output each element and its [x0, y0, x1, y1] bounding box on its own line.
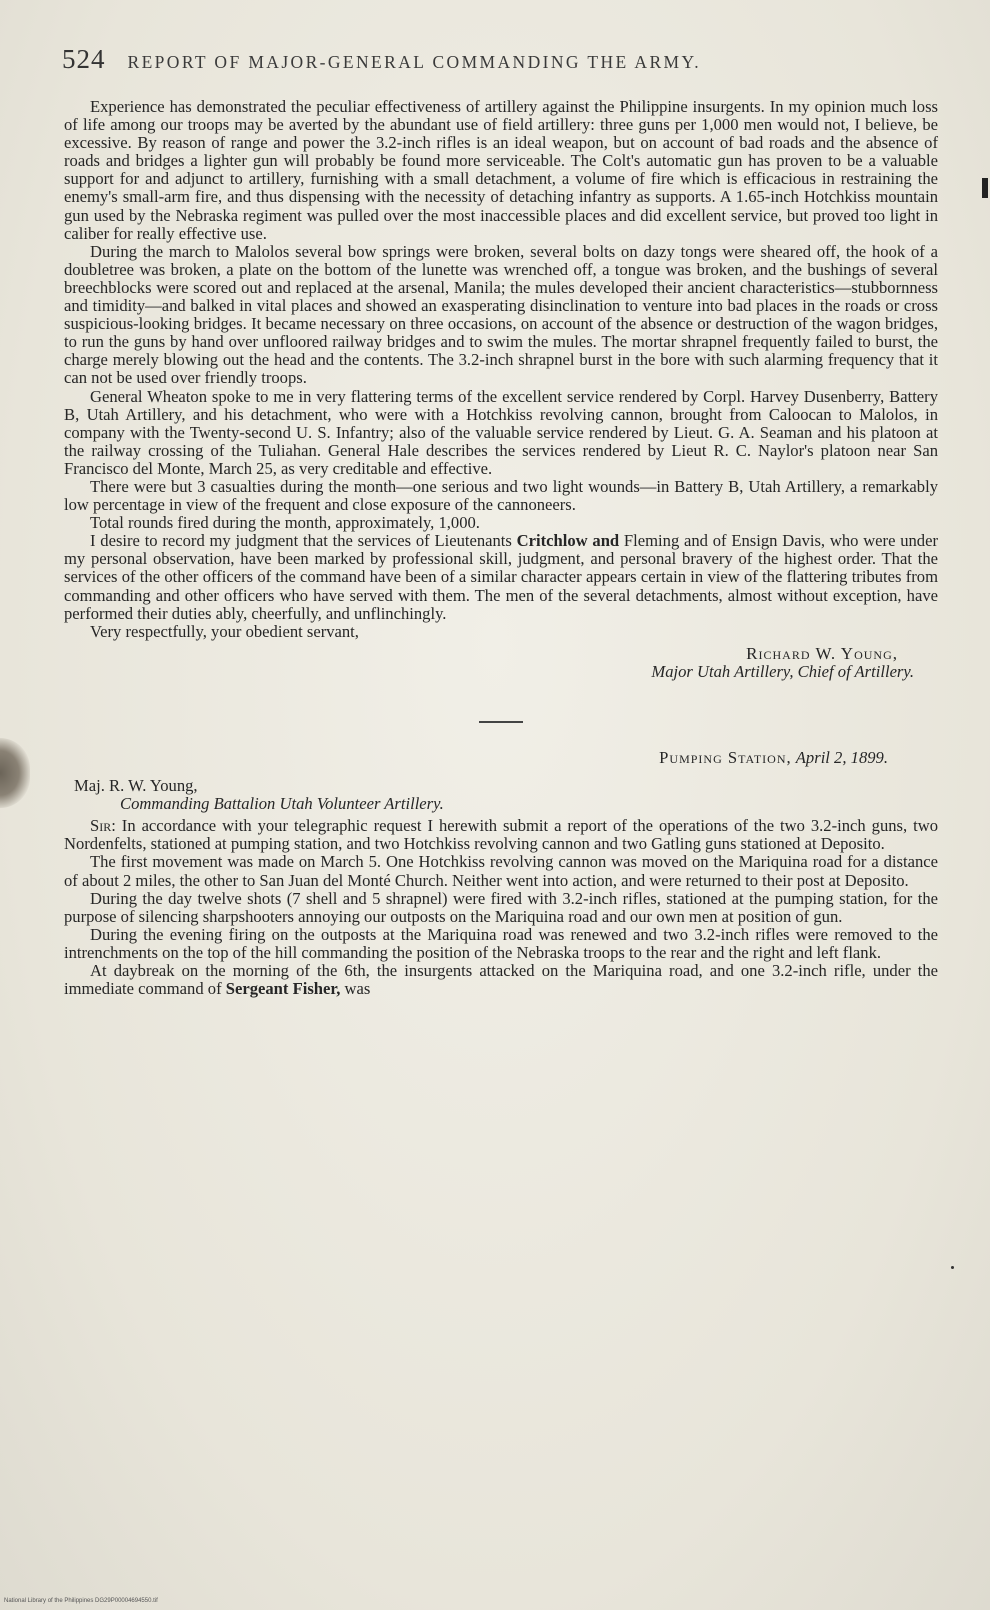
- paragraph-judgment: [64, 532, 938, 622]
- paragraph-march-malolos: During the march to Malolos several bow springs were broken, several bolts on dazy tongs were sheared off, the hook of a doubletree was broken, a plate on the bottom of the lunette was wrenched off, a tongue was broken, and the bushings of several breechblocks were scored out and replaced at the arsenal, Manila; the mules developed their ancient characteristics—stubbornness and timidity—and balked in vital places and showed an exasperating disinclination to venture into bad places in the roads or cross suspicious-looking bridges. It became necessary on three occasions, on account of the absence or destruction of the wagon bridges, to run the guns by hand over unfloored railway bridges and to swim the mules. The mortar shrapnel frequently failed to burst, the charge merely blowing out the head and the contents. The 3.2-inch shrapnel burst in the bore with such alarming frequency that it can not be used over friendly troops.: [64, 241, 938, 388]
- text-run: At daybreak on the morning of the 6th, the insurgents attacked on the Mariquina road, and one 3.2-inch rifle, under the immediate command of: [64, 961, 938, 999]
- paragraph-general-wheaton: General Wheaton spoke to me in very flattering terms of the excellent service rendered by Corpl. Harvey Dusenberry, Battery B, Utah Artillery, and his detachment, who were with a Hotchkiss revolving cannon, brought from Caloocan to Malolos, in company with the Twenty-second U. S. Infantry; also of the valuable service rendered by Lieut. G. A. Seaman and his platoon at the railway crossing of the Tuliahan. General Hale describes the services rendered by Lieut R. C. Naylor's platoon near San Francisco del Monte, March 25, as very creditable and effective.: [64, 386, 938, 478]
- signature-title: Major Utah Artillery, Chief of Artillery.: [651, 661, 914, 681]
- paragraph-evening-firing: During the evening firing on the outposts at the Mariquina road was renewed and two 3.2-inch rifles were removed to the intrenchments on the top of the hill commanding the position of the Nebraska troops to the rear and the right and left flank.: [64, 924, 938, 962]
- dateline: [64, 749, 888, 767]
- dateline-place: Pumping Station,: [659, 748, 792, 767]
- paragraph-total-rounds: Total rounds fired during the month, approximately, 1,000.: [90, 513, 480, 533]
- paragraph-salutation: [64, 817, 938, 853]
- page-header: [62, 44, 942, 84]
- running-head: REPORT OF MAJOR-GENERAL COMMANDING THE ARMY.: [127, 52, 702, 72]
- addressee-title: Commanding Battalion Utah Volunteer Artillery.: [120, 794, 444, 814]
- bold-text-run: Critchlow and: [516, 531, 620, 551]
- text-run: I desire to record my judgment that the services of Lieutenants: [90, 531, 517, 551]
- scan-footer: National Library of the Philippines DG29P00004694550.tif: [4, 1598, 158, 1604]
- text-run: was: [340, 979, 371, 999]
- bold-text-run: Sergeant Fisher,: [225, 979, 341, 999]
- edge-dot: [951, 1266, 954, 1269]
- text-run: In accordance with your telegraphic request I herewith submit a report of the operations of the two 3.2-inch guns, two Nordenfelts, stationed at pumping station, and two Hotchkiss revolving cannon and two Gatling guns stationed at Deposito.: [64, 816, 938, 854]
- page-body: [64, 98, 938, 998]
- section-divider: [479, 721, 523, 723]
- paragraph-casualties: There were but 3 casualties during the month—one serious and two light wounds—in Battery B, Utah Artillery, a remarkably low percentage in view of the frequent and close exposure of the cannoneers.: [64, 476, 938, 515]
- thumb-shadow: [0, 738, 30, 808]
- salutation: Sir:: [90, 816, 116, 836]
- edge-mark: [982, 178, 988, 198]
- paragraph-twelve-shots: During the day twelve shots (7 shell and 5 shrapnel) were fired with 3.2-inch rifles, stationed at the pumping station, for the purpose of silencing sharpshooters annoying our outposts on the Mariquina road and our own men at position of gun.: [64, 888, 938, 926]
- page-number: 524: [62, 44, 106, 74]
- addressee: Maj. R. W. Young,: [74, 776, 198, 796]
- closing-line: Very respectfully, your obedient servant,: [90, 621, 359, 641]
- text-run: Fleming and of Ensign Davis, who were under my personal observation, have been marked by professional skill, judgment, and personal bravery of the highest order. That the services of the other officers of the command have been of a similar character appears certain in view of the flattering tributes from commanding and other officers who have served with them. The men of the several detachments, almost without exception, have performed their duties ably, cheerfully, and unflinchingly.: [64, 531, 938, 623]
- dateline-date: April 2, 1899.: [795, 748, 888, 767]
- signature-name: Richard W. Young,: [746, 643, 898, 663]
- paragraph-daybreak: [64, 962, 938, 998]
- paragraph-artillery: Experience has demonstrated the peculiar effectiveness of artillery against the Philippine insurgents. In my opinion much loss of life among our troops may be averted by the abundant use of field artillery: three guns per 1,000 men would not, I believe, be excessive. By reason of range and power the 3.2-inch rifles is an ideal weapon, but on account of bad roads and the absence of roads and bridges a lighter gun will probably be found more serviceable. The Colt's automatic gun has proven to be a valuable support for and adjunct to artillery, furnishing with a small detachment, a volume of fire which is efficacious in restraining the enemy's small-arm fire, and thus dispensing with the necessity of detaching infantry as supports. A 1.65-inch Hotchkiss mountain gun used by the Nebraska regiment was pulled over the most inaccessible places and did excellent service, but proved too light in caliber for really effective use.: [64, 97, 938, 243]
- paragraph-first-movement: The first movement was made on March 5. One Hotchkiss revolving cannon was moved on the Mariquina road for a distance of about 2 miles, the other to San Juan del Monté Church. Neither went into action, and were returned to their post at Deposito.: [64, 852, 938, 890]
